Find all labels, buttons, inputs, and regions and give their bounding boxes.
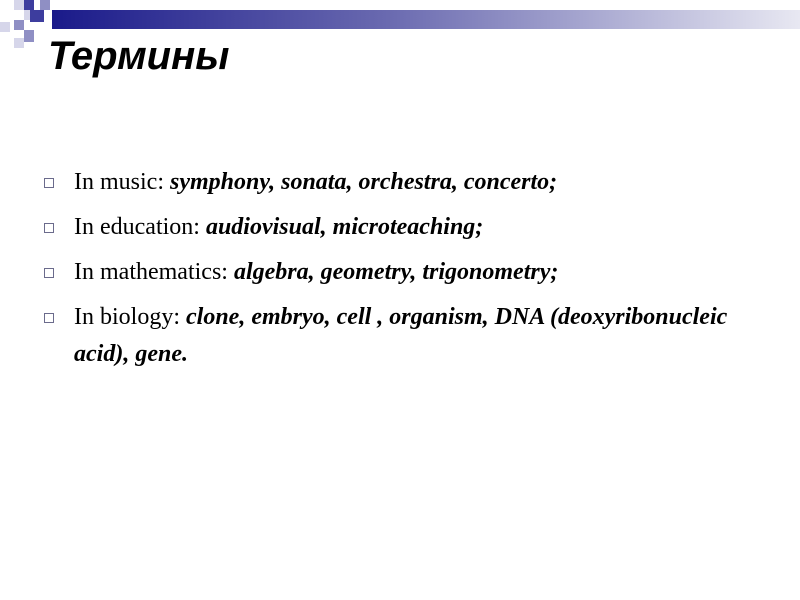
bullet-prefix: In music: [74,169,170,195]
bullet-prefix: In mathematics: [74,259,234,285]
hollow-square-icon [44,223,54,233]
bullet-prefix: In biology: [74,304,186,330]
header-square [14,0,24,10]
header-square [0,22,10,32]
bullet-item-biology [44,299,756,373]
header-square [40,0,50,10]
bullet-terms: algebra, geometry, trigonometry; [233,259,559,285]
header-square [30,10,44,22]
bullet-terms: audiovisual, microteaching; [205,214,484,240]
hollow-square-icon [44,268,54,278]
header-gradient-bar [52,10,800,29]
bullet-item-mathematics [44,254,756,291]
header-square [14,38,24,48]
bullet-item-music [44,164,756,201]
header-square [24,30,34,42]
bullet-item-education [44,209,756,246]
bullet-terms: clone, embryo, cell , organism, DNA (deoxyribonucleic acid), gene. [74,304,728,367]
bullet-terms: symphony, sonata, orchestra, concerto; [170,169,558,195]
bullet-prefix: In education: [74,214,206,240]
hollow-square-icon [44,313,54,323]
slide-title: Термины [48,34,230,78]
bullet-list [44,164,756,381]
hollow-square-icon [44,178,54,188]
header-square [24,0,34,10]
header-square [14,20,24,30]
